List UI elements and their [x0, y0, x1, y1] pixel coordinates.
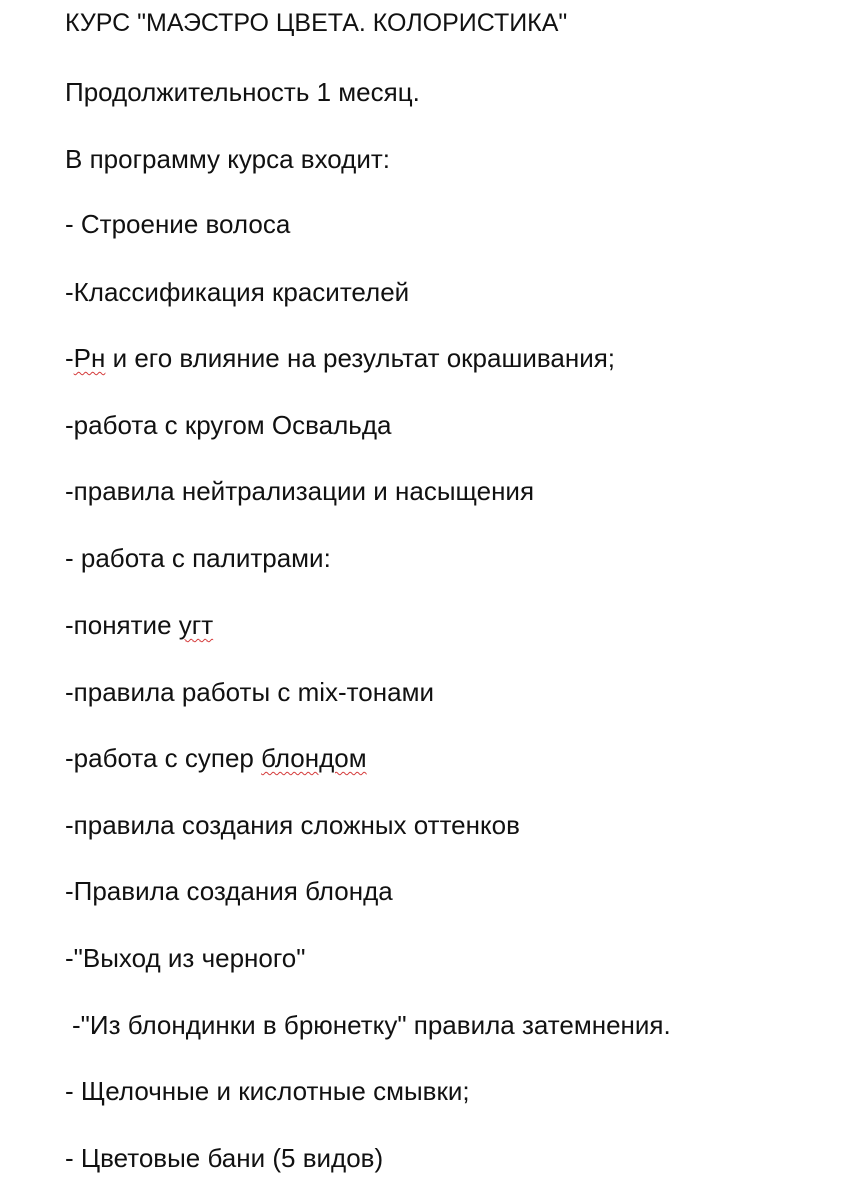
program-item-complex-shades: -правила создания сложных оттенков: [65, 810, 520, 840]
program-intro: В программу курса входит:: [65, 144, 390, 174]
spellcheck-flagged-word[interactable]: угт: [178, 610, 214, 640]
program-item-dye-classification: -Классификация красителей: [65, 277, 410, 307]
program-item-color-baths: - Цветовые бани (5 видов): [65, 1143, 384, 1173]
program-item-out-of-black: -"Выход из черного": [65, 943, 306, 973]
spellcheck-flagged-word[interactable]: блондом: [261, 743, 367, 773]
item-prefix: -работа с супер: [65, 743, 262, 773]
program-item-removers: - Щелочные и кислотные смывки;: [65, 1076, 470, 1106]
program-item-ostwald-circle: -работа с кругом Освальда: [65, 410, 392, 440]
program-item-mix-tones: -правила работы с mix-тонами: [65, 677, 434, 707]
program-item-blonde-to-brunette: -"Из блондинки в брюнетку" правила затемнения.: [72, 1010, 671, 1040]
course-duration: Продолжительность 1 месяц.: [65, 77, 420, 107]
program-item-neutralization-rules: -правила нейтрализации и насыщения: [65, 476, 535, 506]
program-item-hair-structure: - Строение волоса: [65, 209, 291, 239]
program-item-ph-influence: [65, 341, 615, 375]
item-prefix: -: [65, 343, 74, 373]
spellcheck-flagged-word[interactable]: Рн: [73, 343, 106, 373]
course-title: КУРС "МАЭСТРО ЦВЕТА. КОЛОРИСТИКА": [65, 9, 568, 37]
item-prefix: -понятие: [65, 610, 179, 640]
program-item-ugt-concept: [65, 608, 213, 642]
item-suffix: и его влияние на результат окрашивания;: [105, 343, 616, 373]
program-item-palettes: - работа с палитрами:: [65, 543, 331, 573]
program-item-super-blonde: [65, 741, 367, 775]
program-item-blonde-creation: -Правила создания блонда: [65, 876, 393, 906]
